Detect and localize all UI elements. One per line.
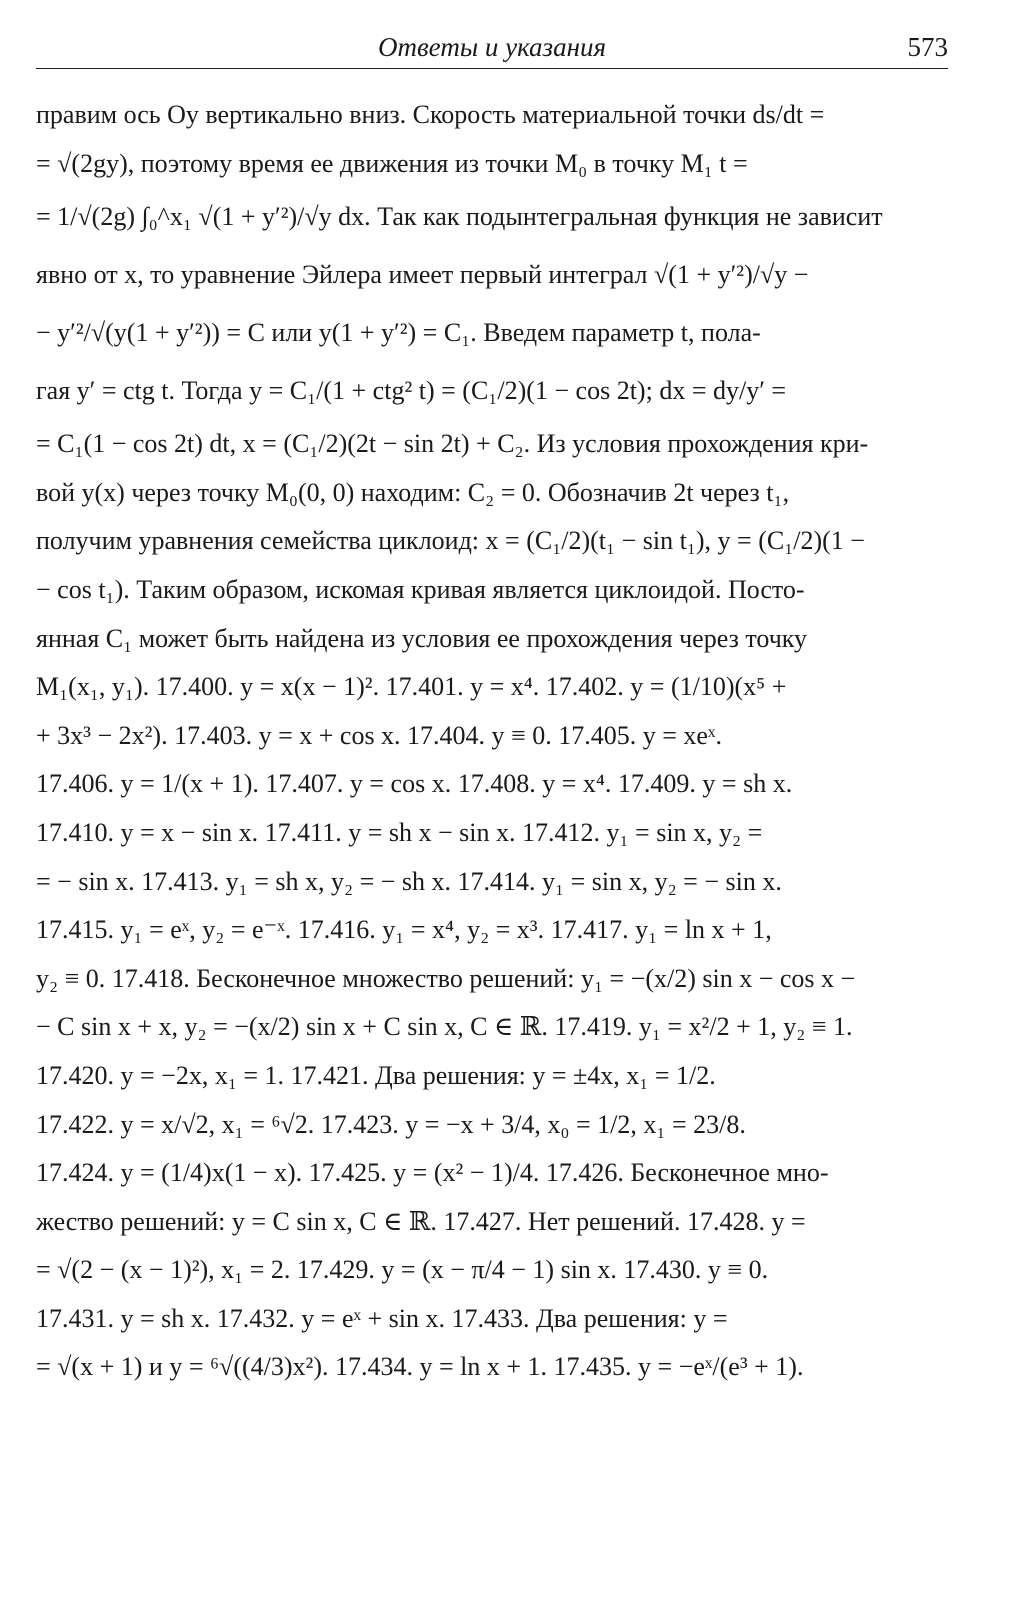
running-header: [36, 22, 948, 69]
text-line: 17.420. y = −2x, x₁ = 1. 17.421. Два решения: y = ±4x, x₁ = 1/2.: [36, 1060, 716, 1090]
running-title: Ответы и указания: [377, 32, 607, 62]
text-line: = √(x + 1) и y = ⁶√((4/3)x²). 17.434. y = ln x + 1. 17.435. y = −eˣ/(e³ + 1).: [36, 1352, 804, 1382]
text-line: = 1/√(2g) ∫₀^x₁ √(1 + y′²)/√y dx. Так как подынтегральная функция не зависит: [36, 202, 883, 232]
text-line: = C₁(1 − cos 2t) dt, x = (C₁/2)(2t − sin 2t) + C₂. Из условия прохождения кри-: [36, 429, 869, 459]
text-line: − cos t₁). Таким образом, искомая кривая является циклоидой. Посто-: [36, 574, 805, 604]
text-line: 17.424. y = (1/4)x(1 − x). 17.425. y = (x² − 1)/4. 17.426. Бесконечное мно-: [36, 1158, 829, 1188]
text-line: 17.406. y = 1/(x + 1). 17.407. y = cos x. 17.408. y = x⁴. 17.409. y = sh x.: [36, 769, 793, 799]
book-page: [36, 22, 948, 1392]
text-line: − y′²/√(y(1 + y′²)) = C или y(1 + y′²) = C₁. Введем параметр t, пола-: [36, 318, 761, 348]
text-line: получим уравнения семейства циклоид: x = (C₁/2)(t₁ − sin t₁), y = (C₁/2)(1 −: [36, 526, 865, 556]
page-number: 573: [907, 32, 948, 62]
text-line: 17.415. y₁ = eˣ, y₂ = e⁻ˣ. 17.416. y₁ = x⁴, y₂ = x³. 17.417. y₁ = ln x + 1,: [36, 915, 772, 945]
text-line: = √(2 − (x − 1)²), x₁ = 2. 17.429. y = (x − π/4 − 1) sin x. 17.430. y ≡ 0.: [36, 1255, 769, 1285]
text-line: янная C₁ может быть найдена из условия ее прохождения через точку: [36, 623, 808, 653]
text-line: − C sin x + x, y₂ = −(x/2) sin x + C sin x, C ∈ ℝ. 17.419. y₁ = x²/2 + 1, y₂ ≡ 1.: [36, 1012, 853, 1042]
text-line: 17.410. y = x − sin x. 17.411. y = sh x − sin x. 17.412. y₁ = sin x, y₂ =: [36, 817, 763, 847]
text-line: жество решений: y = C sin x, C ∈ ℝ. 17.427. Нет решений. 17.428. y =: [36, 1206, 806, 1236]
text-line: правим ось Oy вертикально вниз. Скорость материальной точки ds/dt =: [36, 100, 825, 129]
text-line: M₁(x₁, y₁). 17.400. y = x(x − 1)². 17.401. y = x⁴. 17.402. y = (1/10)(x⁵ +: [36, 672, 787, 702]
answers-text: [36, 91, 948, 1392]
text-line: 17.431. y = sh x. 17.432. y = eˣ + sin x. 17.433. Два решения: y =: [36, 1303, 728, 1333]
text-line: + 3x³ − 2x²). 17.403. y = x + cos x. 17.404. y ≡ 0. 17.405. y = xeˣ.: [36, 720, 722, 750]
text-line: явно от x, то уравнение Эйлера имеет первый интеграл √(1 + y′²)/√y −: [36, 260, 809, 290]
text-line: = √(2gy), поэтому время ее движения из точки M₀ в точку M₁ t =: [36, 148, 748, 178]
text-line: 17.422. y = x/√2, x₁ = ⁶√2. 17.423. y = −x + 3/4, x₀ = 1/2, x₁ = 23/8.: [36, 1109, 746, 1139]
text-line: гая y′ = ctg t. Тогда y = C₁/(1 + ctg² t) = (C₁/2)(1 − cos 2t); dx = dy/y′ =: [36, 376, 787, 406]
text-line: y₂ ≡ 0. 17.418. Бесконечное множество решений: y₁ = −(x/2) sin x − cos x −: [36, 963, 856, 993]
text-line: вой y(x) через точку M₀(0, 0) находим: C₂ = 0. Обозначив 2t через t₁,: [36, 477, 790, 507]
text-line: = − sin x. 17.413. y₁ = sh x, y₂ = − sh x. 17.414. y₁ = sin x, y₂ = − sin x.: [36, 866, 782, 896]
